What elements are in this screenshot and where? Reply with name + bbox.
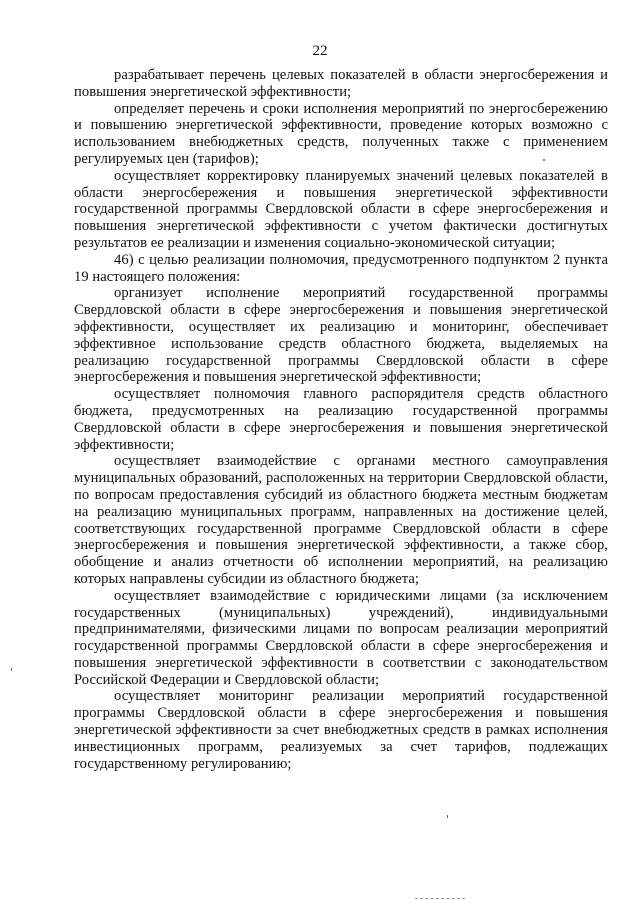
paragraph: осуществляет полномочия главного распорядителя средств областного бюджета, предусмотренных на реализацию государственной программы Свердловской области в сфере энергосбережения и повышения энергетической эффективности; bbox=[74, 386, 608, 453]
paragraph: осуществляет корректировку планируемых значений целевых показателей в области энергосбережения и повышения энергетической эффективности государственной программы Свердловской области в сфере энергосбережения и повышения энергетической эффективности с учетом фактически достигнутых результатов ее реализации и изменения социально-экономической ситуации; bbox=[74, 167, 608, 251]
paragraph: осуществляет мониторинг реализации мероприятий государственной программы Свердловской области в сфере энергосбережения и повышения энергетической эффективности за счет внебюджетных средств в рамках исполнения инвестиционных программ, реализуемых за счет тарифов, подлежащих государственному регулированию; bbox=[74, 688, 608, 772]
paragraph: определяет перечень и сроки исполнения мероприятий по энергосбережению и повышению энергетической эффективности, проведение которых возможно с использованием внебюджетных средств, полученных также с применением регулируемых цен (тарифов); bbox=[74, 100, 608, 167]
paragraph: 46) с целью реализации полномочия, предусмотренного подпунктом 2 пункта 19 настоящего положения: bbox=[74, 251, 608, 285]
document-body bbox=[74, 67, 608, 772]
paragraph: разрабатывает перечень целевых показателей в области энергосбережения и повышения энергетической эффективности; bbox=[74, 67, 608, 100]
paragraph: осуществляет взаимодействие с органами местного самоуправления муниципальных образований, расположенных на территории Свердловской области, по вопросам предоставления субсидий из областного бюджета местным бюджетам на реализацию муниципальных программ, направленных на достижение целей, соответствующих государственной программе Свердловской области в сфере энергосбережения и повышения энергетической эффективности, а также сбор, обобщение и анализ отчетности об исполнении мероприятий, на реализацию которых направлены субсидии из областного бюджета; bbox=[74, 453, 608, 587]
scan-artifact-line bbox=[415, 898, 465, 899]
paragraph: организует исполнение мероприятий государственной программы Свердловской области в сфере энергосбережения и повышения энергетической эффективности, осуществляет их реализацию и мониторинг, обеспечивает эффективное использование средств областного бюджета, выделяемых на реализацию государственной программы Свердловской области в сфере энергосбережения и повышения энергетической эффективности; bbox=[74, 285, 608, 386]
page-number: 22 bbox=[312, 43, 328, 59]
scan-artifact bbox=[543, 159, 545, 161]
scan-artifact bbox=[447, 815, 448, 818]
paragraph: осуществляет взаимодействие с юридическими лицами (за исключением государственных (муниципальных) учреждений), индивидуальными предпринимателями, физическими лицами по вопросам реализации мероприятий государственной программы Свердловской области в сфере энергосбережения и повышения энергетической эффективности в соответствии с законодательством Российской Федерации и Свердловской области; bbox=[74, 587, 608, 688]
margin-mark: ‹ bbox=[10, 664, 14, 675]
